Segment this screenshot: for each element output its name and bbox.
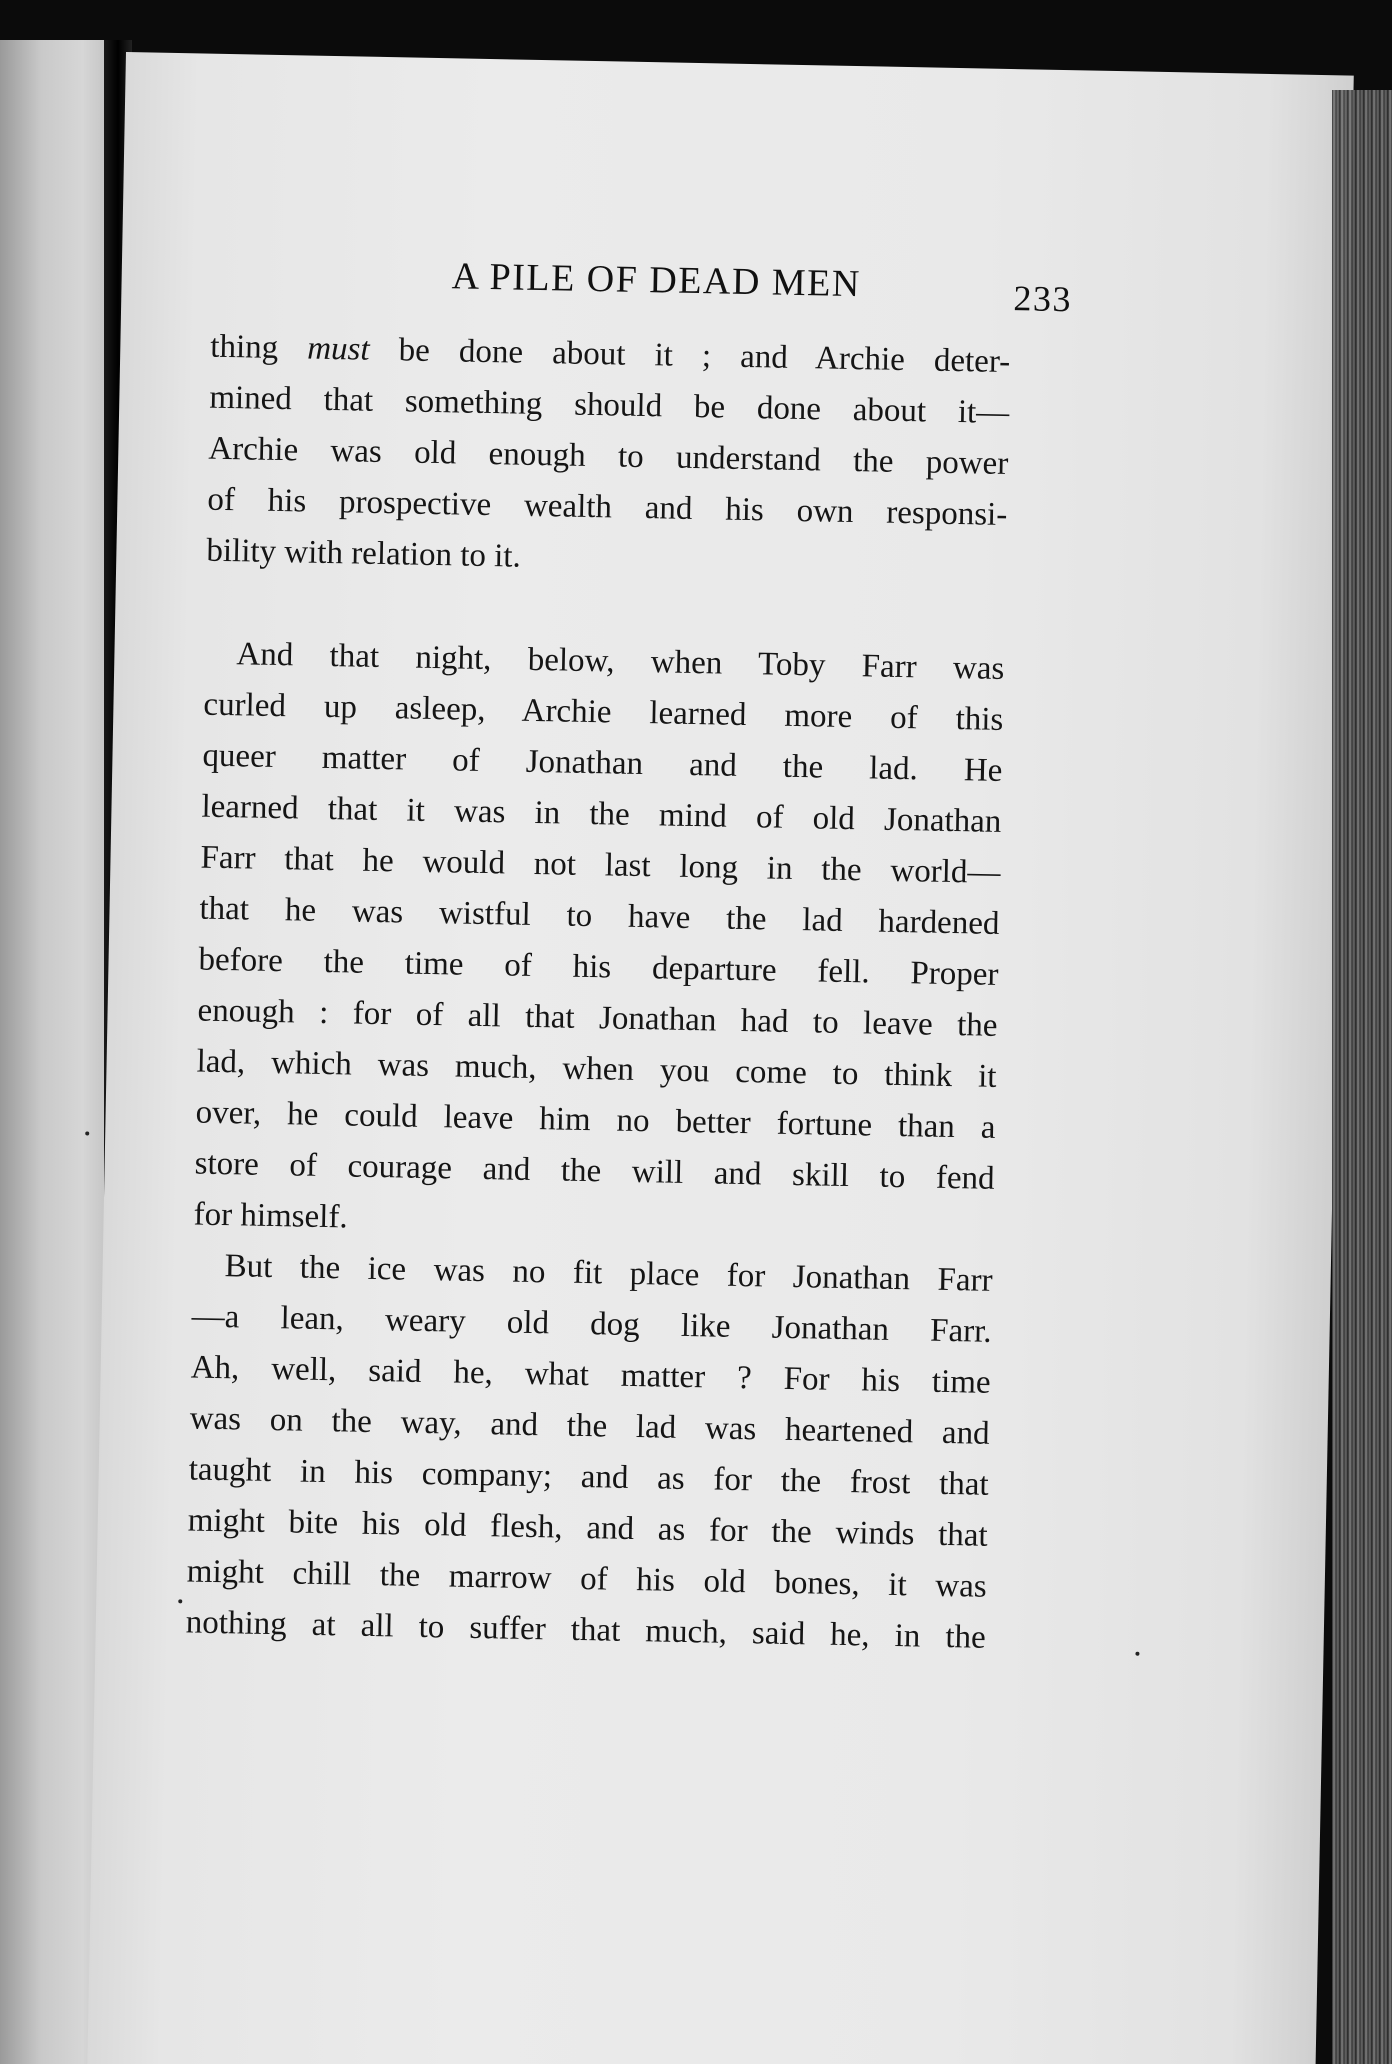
text-line: that he was wistful to have the lad hardened [199, 890, 1000, 942]
running-title: A PILE OF DEAD MEN [451, 255, 862, 306]
text-line: thing must be done about it ; and Archie deter- [210, 328, 1011, 381]
text-line: store of courage and the will and skill to fend [194, 1145, 995, 1197]
text-line: bility with relation to it. [206, 532, 522, 575]
text-line: before the time of his departure fell. Proper [198, 941, 999, 993]
text-line: for himself. [193, 1196, 348, 1236]
scan-speck [178, 1599, 182, 1603]
text-line: mined that something should be done about it— [209, 379, 1010, 432]
text-line: over, he could leave him no better fortune than a [195, 1094, 996, 1146]
text-line: curled up asleep, Archie learned more of this [203, 686, 1004, 738]
text-line: enough : for of all that Jonathan had to leave the [197, 992, 998, 1044]
text-line: of his prospective wealth and his own responsi- [207, 481, 1008, 534]
scan-speck [85, 1131, 89, 1135]
book-page [87, 52, 1354, 2064]
text-line: nothing at all to suffer that much, said he, in the [185, 1604, 987, 1656]
text-line: taught in his company; and as for the frost that [188, 1451, 989, 1503]
running-head [122, 248, 1350, 320]
text-line: And that night, below, when Toby Farr was [236, 636, 1005, 687]
body-text [185, 322, 1010, 1664]
text-line: was on the way, and the lad was heartened and [189, 1400, 990, 1452]
text-line: Ah, well, said he, what matter ? For his time [190, 1349, 991, 1401]
text-line: queer matter of Jonathan and the lad. He [202, 737, 1003, 789]
text-line: But the ice was no fit place for Jonathan Farr [224, 1248, 993, 1299]
right-page-edges [1332, 90, 1392, 2064]
scan-speck [1135, 1652, 1139, 1656]
emphasis-text: must [306, 330, 370, 368]
text-line: lad, which was much, when you come to think it [196, 1043, 997, 1095]
text-line: might bite his old flesh, and as for the winds that [187, 1502, 989, 1554]
text-line: might chill the marrow of his old bones, it was [186, 1553, 988, 1605]
text-line: learned that it was in the mind of old Jonathan [201, 788, 1002, 840]
text-line: Archie was old enough to understand the power [208, 430, 1009, 483]
text-line: Farr that he would not last long in the world— [200, 839, 1001, 891]
page-number: 233 [1013, 278, 1073, 320]
text-line: —a lean, weary old dog like Jonathan Farr. [191, 1298, 992, 1350]
